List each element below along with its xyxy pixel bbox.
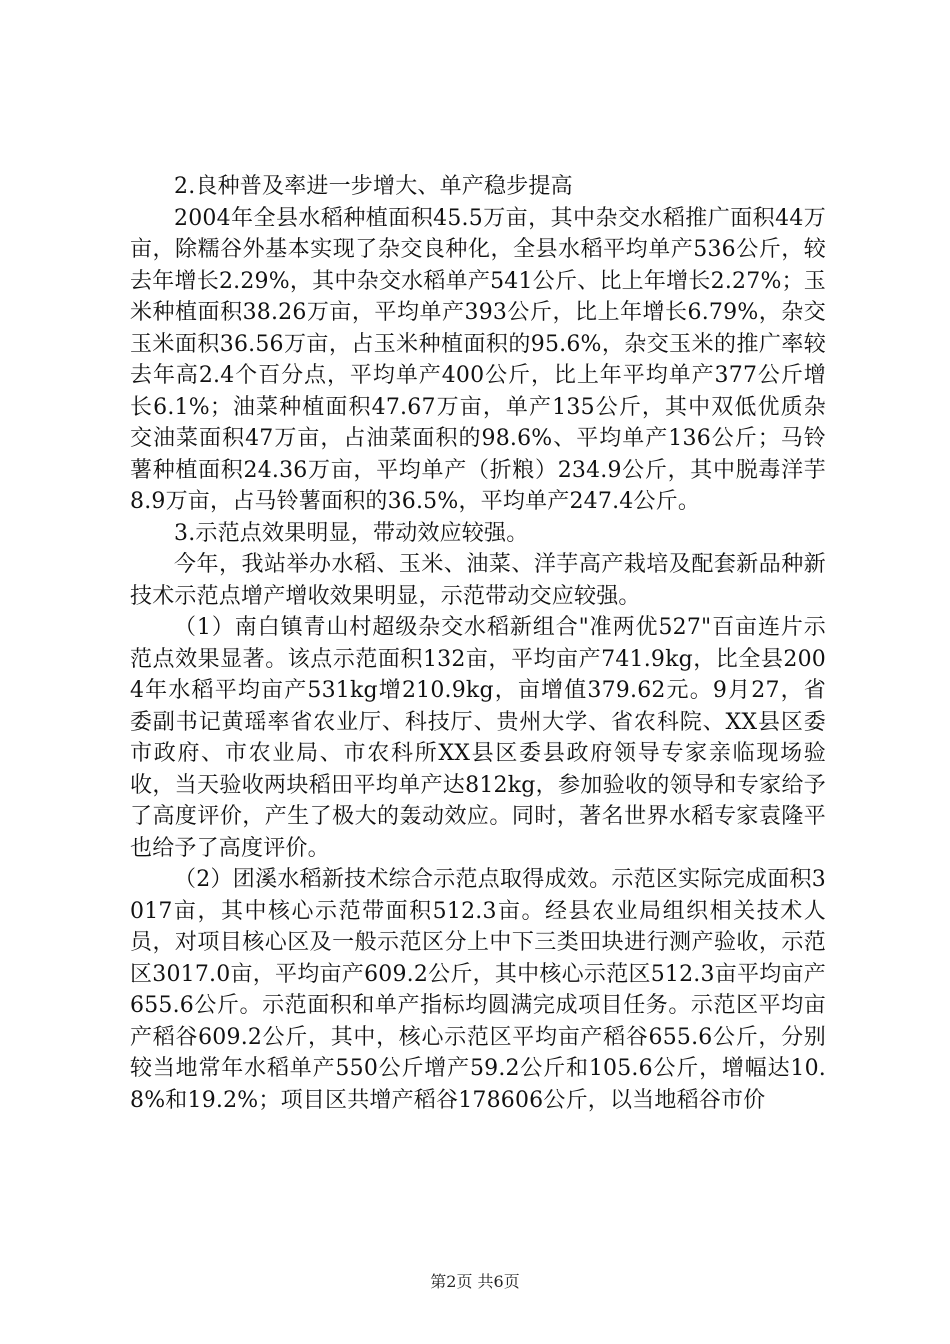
paragraph-tuanxi-demo: （2）团溪水稻新技术综合示范点取得成效。示范区实际完成面积3017亩，其中核心示范带面积512.3亩。经县农业局组织相关技术人员，对项目核心区及一般示范区分上中下三类田块进行测产验收，示范区3017.0亩，平均亩产609.2公斤，其中核心示范区512.3亩平均亩产655.6公斤。示范面积和单产指标均圆满完成项目任务。示范区平均亩产稻谷609.2公斤，其中，核心示范区平均亩产稻谷655.6公斤，分别较当地常年水稻单产550公斤增产59.2公斤和105.6公斤，增幅达10.8%和19.2%；项目区共增产稻谷178606公斤，以当地稻谷市价 <box>130 867 826 1113</box>
section-heading-3: 3.示范点效果明显，带动效应较强。 <box>174 520 529 546</box>
document-body <box>130 171 826 1116</box>
paragraph-crop-statistics: 2004年全县水稻种植面积45.5万亩，其中杂交水稻推广面积44万亩，除糯谷外基本实现了杂交良种化，全县水稻平均单产536公斤，较去年增长2.29%，其中杂交水稻单产541公斤、比上年增长2.27%；玉米种植面积38.26万亩，平均单产393公斤，比上年增长6.79%，杂交玉米面积36.56万亩，占玉米种植面积的95.6%，杂交玉米的推广率较去年高2.4个百分点，平均单产400公斤，比上年平均单产377公斤增长6.1%；油菜种植面积47.67万亩，单产135公斤，其中双低优质杂交油菜面积47万亩，占油菜面积的98.6%、平均单产136公斤；马铃薯种植面积24.36万亩，平均单产（折粮）234.9公斤，其中脱毒洋芋8.9万亩，占马铃薯面积的36.5%，平均单产247.4公斤。 <box>130 205 826 514</box>
paragraph-demo-summary: 今年，我站举办水稻、玉米、油菜、洋芋高产栽培及配套新品种新技术示范点增产增收效果明显，示范带动交应较强。 <box>130 552 826 609</box>
page-number-footer: 第2页 共6页 <box>430 1272 520 1291</box>
paragraph-nanbai-demo: （1）南白镇青山村超级杂交水稻新组合"准两优527"百亩连片示范点效果显著。该点示范面积132亩，平均亩产741.9kg，比全县2004年水稻平均亩产531kg增210.9kg，亩增值379.62元。9月27，省委副书记黄瑶率省农业厅、科技厅、贵州大学、省农科院、XX县区委市政府、市农业局、市农科所XX县区委县政府领导专家亲临现场验收，当天验收两块稻田平均单产达812kg，参加验收的领导和专家给予了高度评价，产生了极大的轰动效应。同时，著名世界水稻专家袁隆平也给予了高度评价。 <box>130 615 826 861</box>
section-heading-2: 2.良种普及率进一步增大、单产稳步提高 <box>174 174 573 199</box>
